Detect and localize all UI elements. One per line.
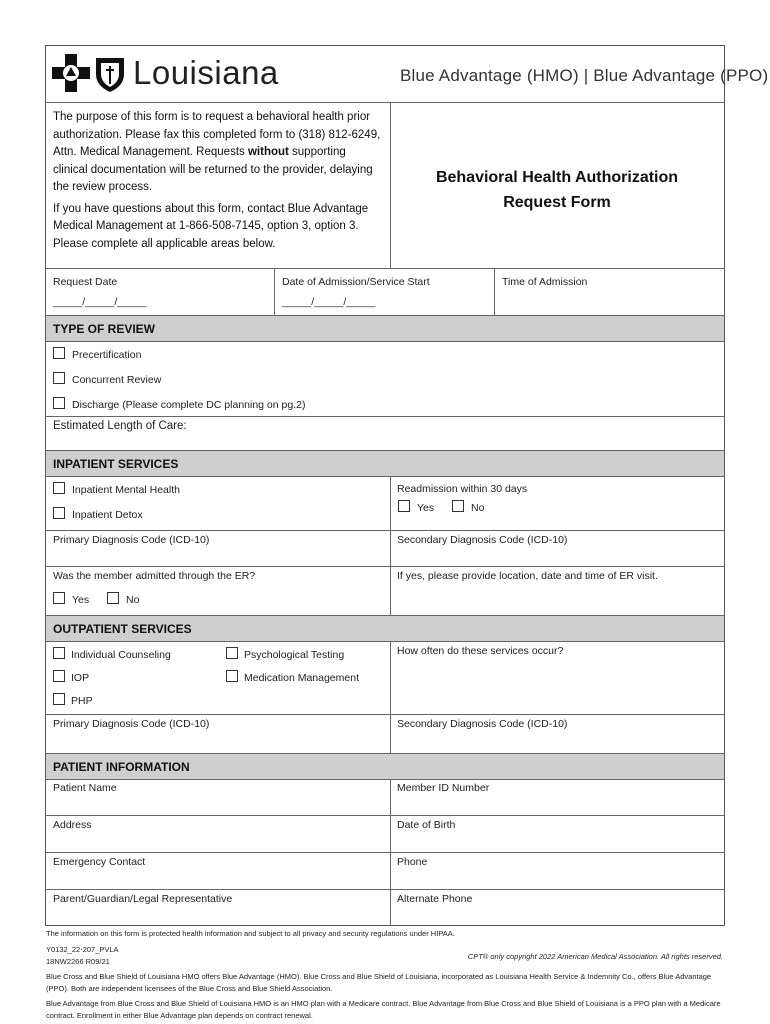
guardian-label: Parent/Guardian/Legal Representative xyxy=(53,893,233,905)
psychological-testing-label: Psychological Testing xyxy=(244,649,345,661)
er-yes-label: Yes xyxy=(72,594,90,606)
revision-code: 18NW2266 R09/21 xyxy=(46,957,110,966)
readmission-no-label: No xyxy=(471,502,485,514)
divider xyxy=(45,566,725,567)
section-header-patient: PATIENT INFORMATION xyxy=(46,754,724,779)
divider xyxy=(45,852,725,853)
request-date-label: Request Date xyxy=(53,276,118,288)
readmission-yes-label: Yes xyxy=(417,502,435,514)
date-of-birth-label: Date of Birth xyxy=(397,819,456,831)
admission-date-field[interactable]: _____/_____/_____ xyxy=(282,296,376,308)
hipaa-notice: The information on this form is protected health information and subject to all privacy and security regulations under HIPAA. xyxy=(46,929,455,938)
length-of-care-label: Estimated Length of Care: xyxy=(53,420,187,432)
bcbs-logo-icon xyxy=(52,52,130,94)
individual-counseling-checkbox[interactable] xyxy=(53,647,65,659)
intro-paragraph-2: If you have questions about this form, contact Blue Advantage Medical Management at 1-866-508-7145, option 3, option 3. Please complete all applicable areas below. xyxy=(53,202,369,250)
section-header-inpatient: INPATIENT SERVICES xyxy=(46,451,724,476)
form-title: Behavioral Health Authorization Request Form xyxy=(435,169,679,211)
discharge-checkbox[interactable] xyxy=(53,397,65,409)
divider xyxy=(45,530,725,531)
divider xyxy=(390,476,391,615)
concurrent-review-label: Concurrent Review xyxy=(72,374,162,386)
disclaimer-2: Blue Advantage from Blue Cross and Blue Shield of Louisiana HMO is an HMO plan with a Medicare contract. Blue Advantage from Blue Cross and Blue Shield of Louisiana is a PPO plan with a Medicare contract. Enrollment in either Blue Advantage plan depends on contract renewal. xyxy=(46,999,721,1020)
patient-name-label: Patient Name xyxy=(53,782,117,794)
cpt-copyright: CPT® only copyright 2022 American Medical Association. All rights reserved. xyxy=(467,952,723,961)
divider xyxy=(45,641,725,642)
medication-management-checkbox[interactable] xyxy=(226,670,238,682)
readmission-no-checkbox[interactable] xyxy=(452,500,464,512)
inpatient-secondary-dx-label: Secondary Diagnosis Code (ICD-10) xyxy=(397,534,568,546)
inpatient-mental-health-checkbox[interactable] xyxy=(53,482,65,494)
discharge-label: Discharge (Please complete DC planning on pg.2) xyxy=(72,399,306,411)
divider xyxy=(390,102,391,268)
php-label: PHP xyxy=(71,695,93,707)
divider xyxy=(45,779,725,780)
inpatient-detox-checkbox[interactable] xyxy=(53,507,65,519)
precertification-checkbox[interactable] xyxy=(53,347,65,359)
divider xyxy=(274,268,275,315)
concurrent-review-checkbox[interactable] xyxy=(53,372,65,384)
precertification-label: Precertification xyxy=(72,349,142,361)
divider xyxy=(45,102,725,103)
outpatient-secondary-dx-label: Secondary Diagnosis Code (ICD-10) xyxy=(397,718,568,730)
divider xyxy=(45,416,725,417)
phone-label: Phone xyxy=(397,856,428,868)
form-code: Y0132_22-207_PVLA xyxy=(46,945,119,954)
member-id-label: Member ID Number xyxy=(397,782,490,794)
plan-names: Blue Advantage (HMO) | Blue Advantage (PPO) xyxy=(400,66,769,85)
iop-checkbox[interactable] xyxy=(53,670,65,682)
readmission-label: Readmission within 30 days xyxy=(397,483,528,495)
er-yes-checkbox[interactable] xyxy=(53,592,65,604)
er-no-label: No xyxy=(126,594,140,606)
section-header-type-of-review: TYPE OF REVIEW xyxy=(46,316,724,341)
iop-label: IOP xyxy=(71,672,90,684)
psychological-testing-checkbox[interactable] xyxy=(226,647,238,659)
divider xyxy=(45,714,725,715)
service-frequency-label: How often do these services occur? xyxy=(397,645,564,657)
divider xyxy=(45,341,725,342)
divider xyxy=(494,268,495,315)
divider xyxy=(45,268,725,269)
request-date-field[interactable]: _____/_____/_____ xyxy=(53,296,147,308)
disclaimer-1: Blue Cross and Blue Shield of Louisiana HMO offers Blue Advantage (HMO). Blue Cross and Blue Shield of Louisiana, incorporated as Louisiana Health Service & Indemnity Co., offers Blue Advantage (PPO). Both are independent licensees of the Blue Cross and Blue Shield Association. xyxy=(46,972,712,993)
php-checkbox[interactable] xyxy=(53,693,65,705)
er-no-checkbox[interactable] xyxy=(107,592,119,604)
er-details-label: If yes, please provide location, date and time of ER visit. xyxy=(397,570,658,582)
outpatient-primary-dx-label: Primary Diagnosis Code (ICD-10) xyxy=(53,718,210,730)
inpatient-detox-label: Inpatient Detox xyxy=(72,509,143,521)
emergency-contact-label: Emergency Contact xyxy=(53,856,146,868)
intro-paragraph-1: The purpose of this form is to request a behavioral health prior authorization. Please fax this completed form to (318) 812-6249, Attn. Medical Management. Requests without supporting clinical documentation will be returned to the provider, delaying the review process. xyxy=(53,111,381,193)
divider xyxy=(390,641,391,753)
address-label: Address xyxy=(53,819,92,831)
alternate-phone-label: Alternate Phone xyxy=(397,893,473,905)
individual-counseling-label: Individual Counseling xyxy=(71,649,171,661)
divider xyxy=(45,476,725,477)
divider xyxy=(390,779,391,925)
divider xyxy=(45,815,725,816)
inpatient-primary-dx-label: Primary Diagnosis Code (ICD-10) xyxy=(53,534,210,546)
inpatient-mental-health-label: Inpatient Mental Health xyxy=(72,484,180,496)
time-of-admission-label: Time of Admission xyxy=(502,276,588,288)
readmission-yes-checkbox[interactable] xyxy=(398,500,410,512)
er-question-label: Was the member admitted through the ER? xyxy=(53,570,256,582)
brand-name: Louisiana xyxy=(133,54,279,91)
admission-date-label: Date of Admission/Service Start xyxy=(282,276,430,288)
intro-text xyxy=(53,109,383,257)
section-header-outpatient: OUTPATIENT SERVICES xyxy=(46,616,724,641)
divider xyxy=(45,889,725,890)
medication-management-label: Medication Management xyxy=(244,672,359,684)
